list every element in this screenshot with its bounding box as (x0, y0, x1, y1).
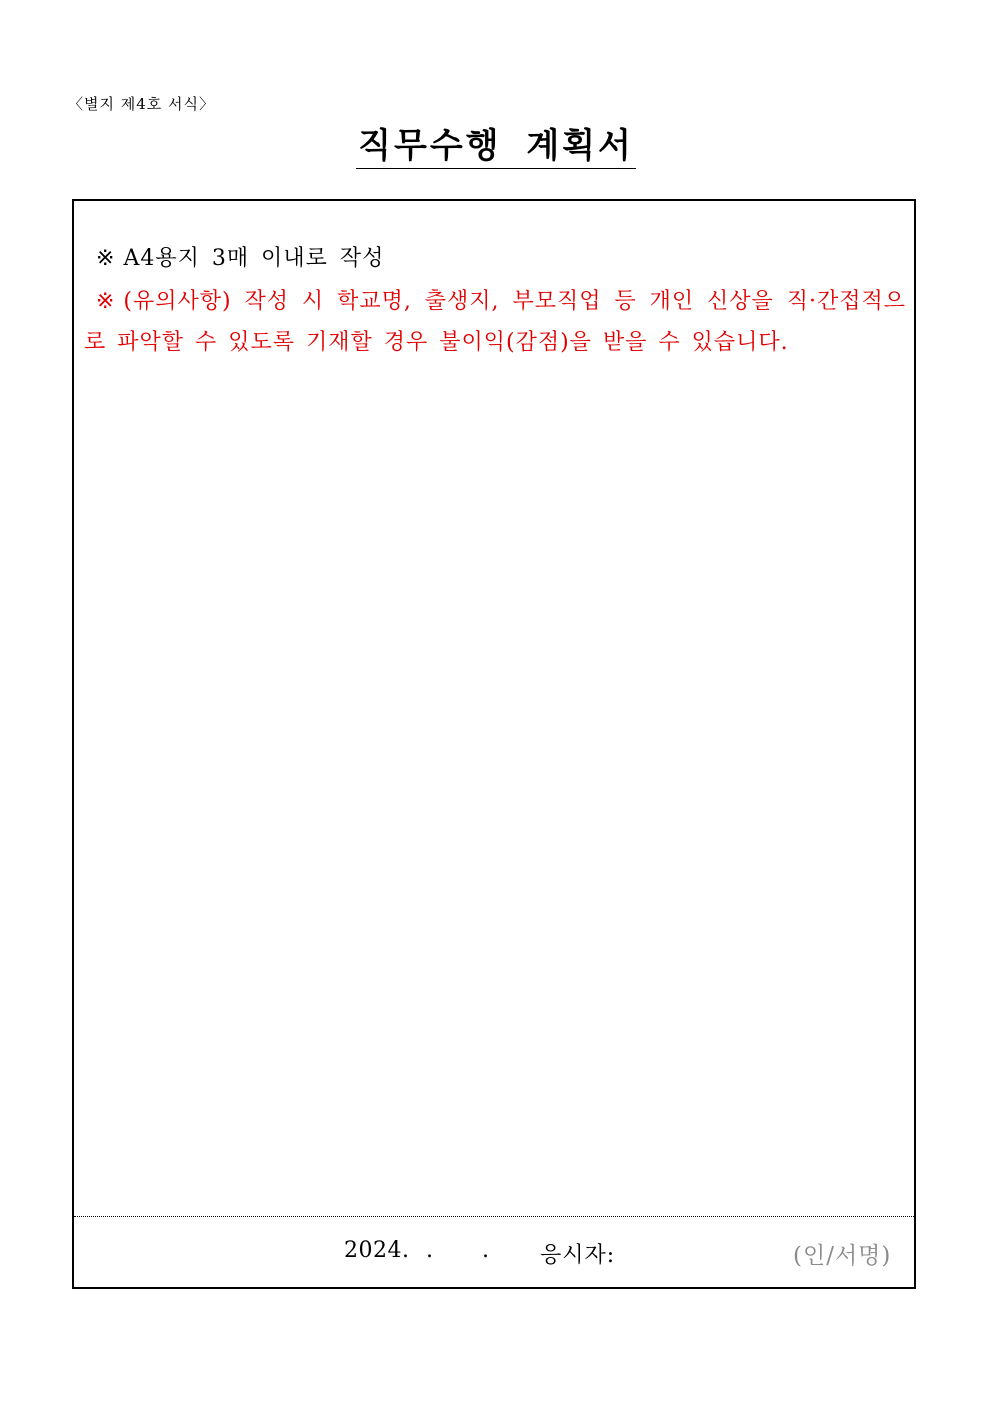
date-year: 2024. (344, 1238, 410, 1263)
applicant-label: 응시자: (540, 1243, 616, 1268)
page-limit-note (96, 241, 384, 272)
caution-text: (유의사항) 작성 시 학교명, 출생지, 부모직업 등 개인 신상을 직·간접적으로 파악할 수 있도록 기재할 경우 불이익(감점)을 받을 수 있습니다. (84, 289, 906, 355)
signature-placeholder[interactable]: (인/서명) (793, 1243, 892, 1269)
caution-reference-mark: ※ (96, 289, 118, 314)
date-day-dot: . (482, 1238, 489, 1263)
date-month-dot: . (426, 1238, 433, 1263)
page-title: 직무수행 계획서 (356, 126, 636, 169)
plan-writing-area[interactable] (72, 199, 916, 1289)
form-number-label: 〈별지 제4호 서식〉 (68, 95, 216, 113)
page-limit-text: A4용지 3매 이내로 작성 (123, 246, 385, 271)
caution-note (84, 281, 906, 363)
signature-footer (74, 1217, 914, 1287)
title-container (0, 126, 992, 169)
reference-mark: ※ (96, 246, 116, 271)
